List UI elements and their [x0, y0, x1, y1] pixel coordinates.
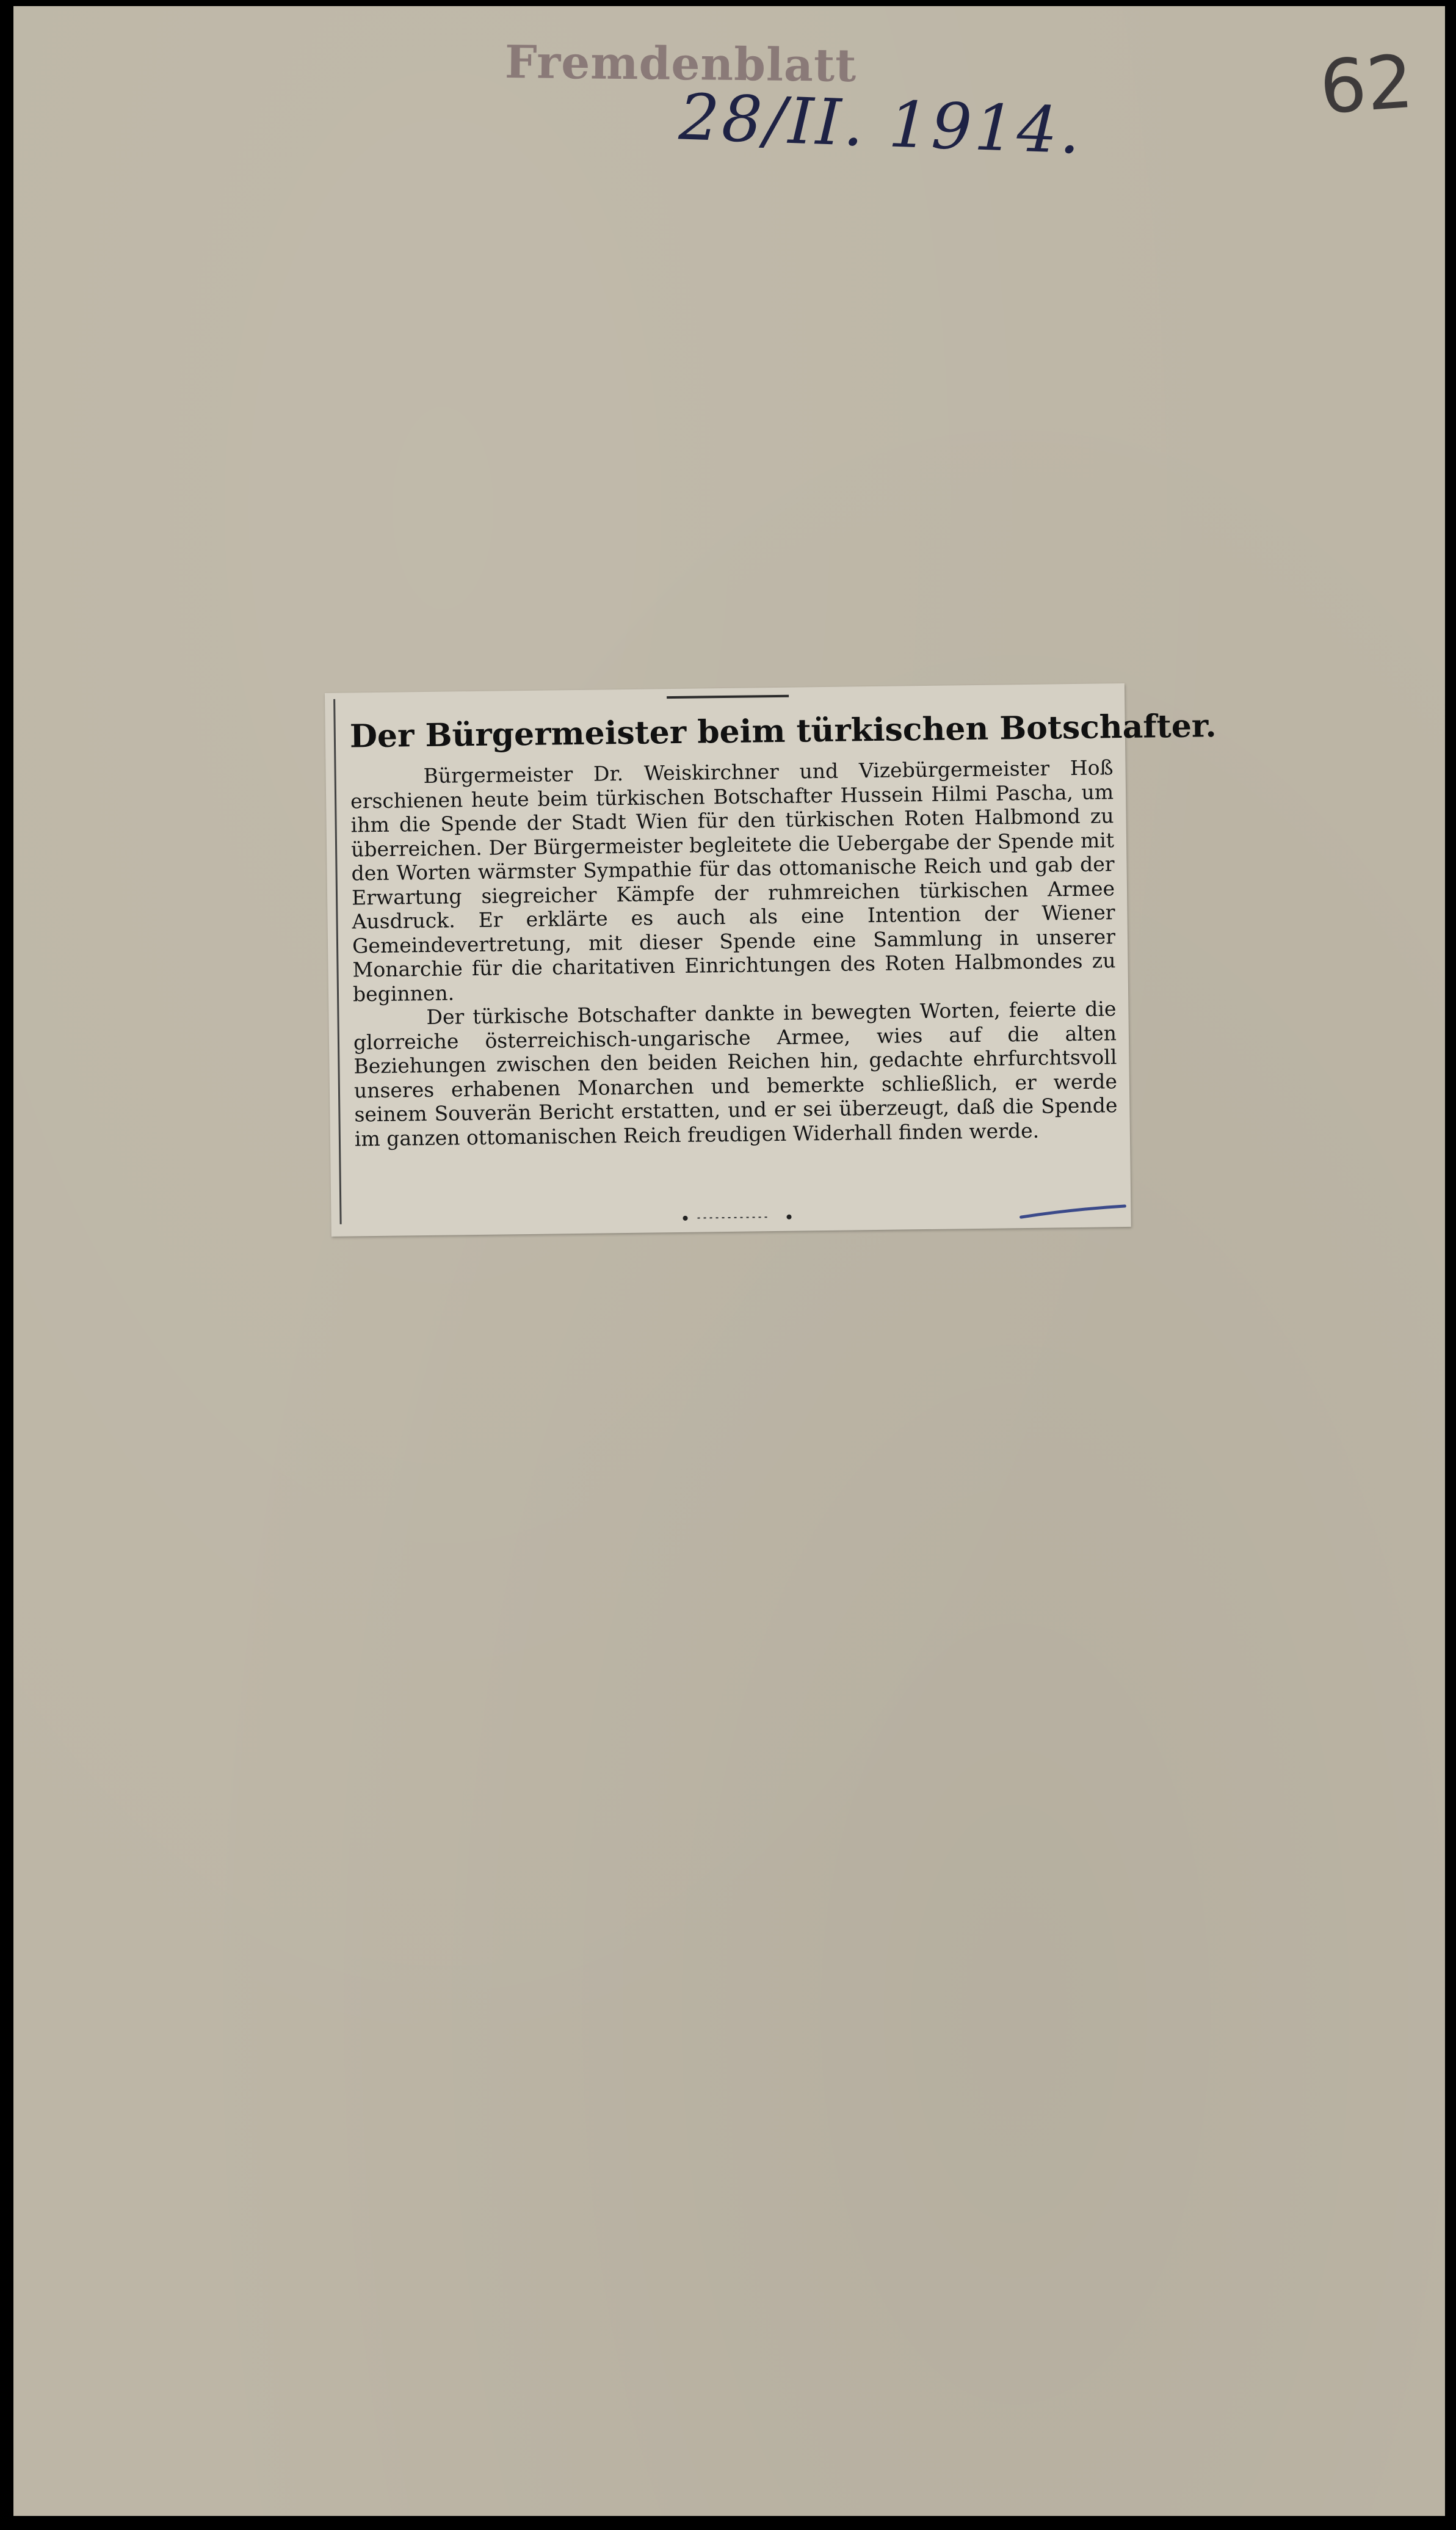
pencil-stroke [1018, 1202, 1128, 1222]
page-number: 62 [1317, 39, 1416, 131]
left-margin-line [333, 699, 342, 1224]
article-paragraph-1: Bürgermeister Dr. Weiskirchner und Vizebürgermeister Hoß erschienen heute beim türkischen Botschafter Hussein Hilmi Pascha, um ihm die Spende der Stadt Wien für den türkischen Roten Halbmond zu überreichen. Der Bürgermeister begleitete die Uebergabe der Spende mit den Worten wärmster Sympathie für das ottomanische Reich und gab der Erwartung siegreicher Kämpfe der ruhmreichen türkischen Armee Ausdruck. Er erklärte es auch als eine Intention der Wiener Gemeindevertretung, mit dieser Spende eine Sammlung in unserer Monarchie für die charitativen Einrichtungen des Roten Halbmondes zu beginnen. [350, 755, 1116, 1006]
top-rule [667, 695, 789, 699]
handwritten-date: 28/II. 1914. [678, 79, 1084, 169]
article-body [350, 755, 1118, 1150]
separator-dots [673, 1213, 801, 1223]
newspaper-clipping [325, 683, 1217, 1237]
article-headline: Der Bürgermeister beim türkischen Botschafter. [349, 707, 1217, 755]
newspaper-stamp: Fremdenblatt [504, 35, 857, 93]
archive-sheet [13, 6, 1445, 2516]
article-paragraph-2: Der türkische Botschafter dankte in bewegten Worten, feierte die glorreiche österreichisch-ungarische Armee, wies auf die alten Beziehungen zwischen den beiden Reichen hin, gedachte ehrfurchtsvoll unseres erhabenen Monarchen und bemerkte schließlich, er werde seinem Souverän Bericht erstatten, und er sei überzeugt, daß die Spende im ganzen ottomanischen Reich freudigen Widerhall finden werde. [353, 997, 1118, 1150]
